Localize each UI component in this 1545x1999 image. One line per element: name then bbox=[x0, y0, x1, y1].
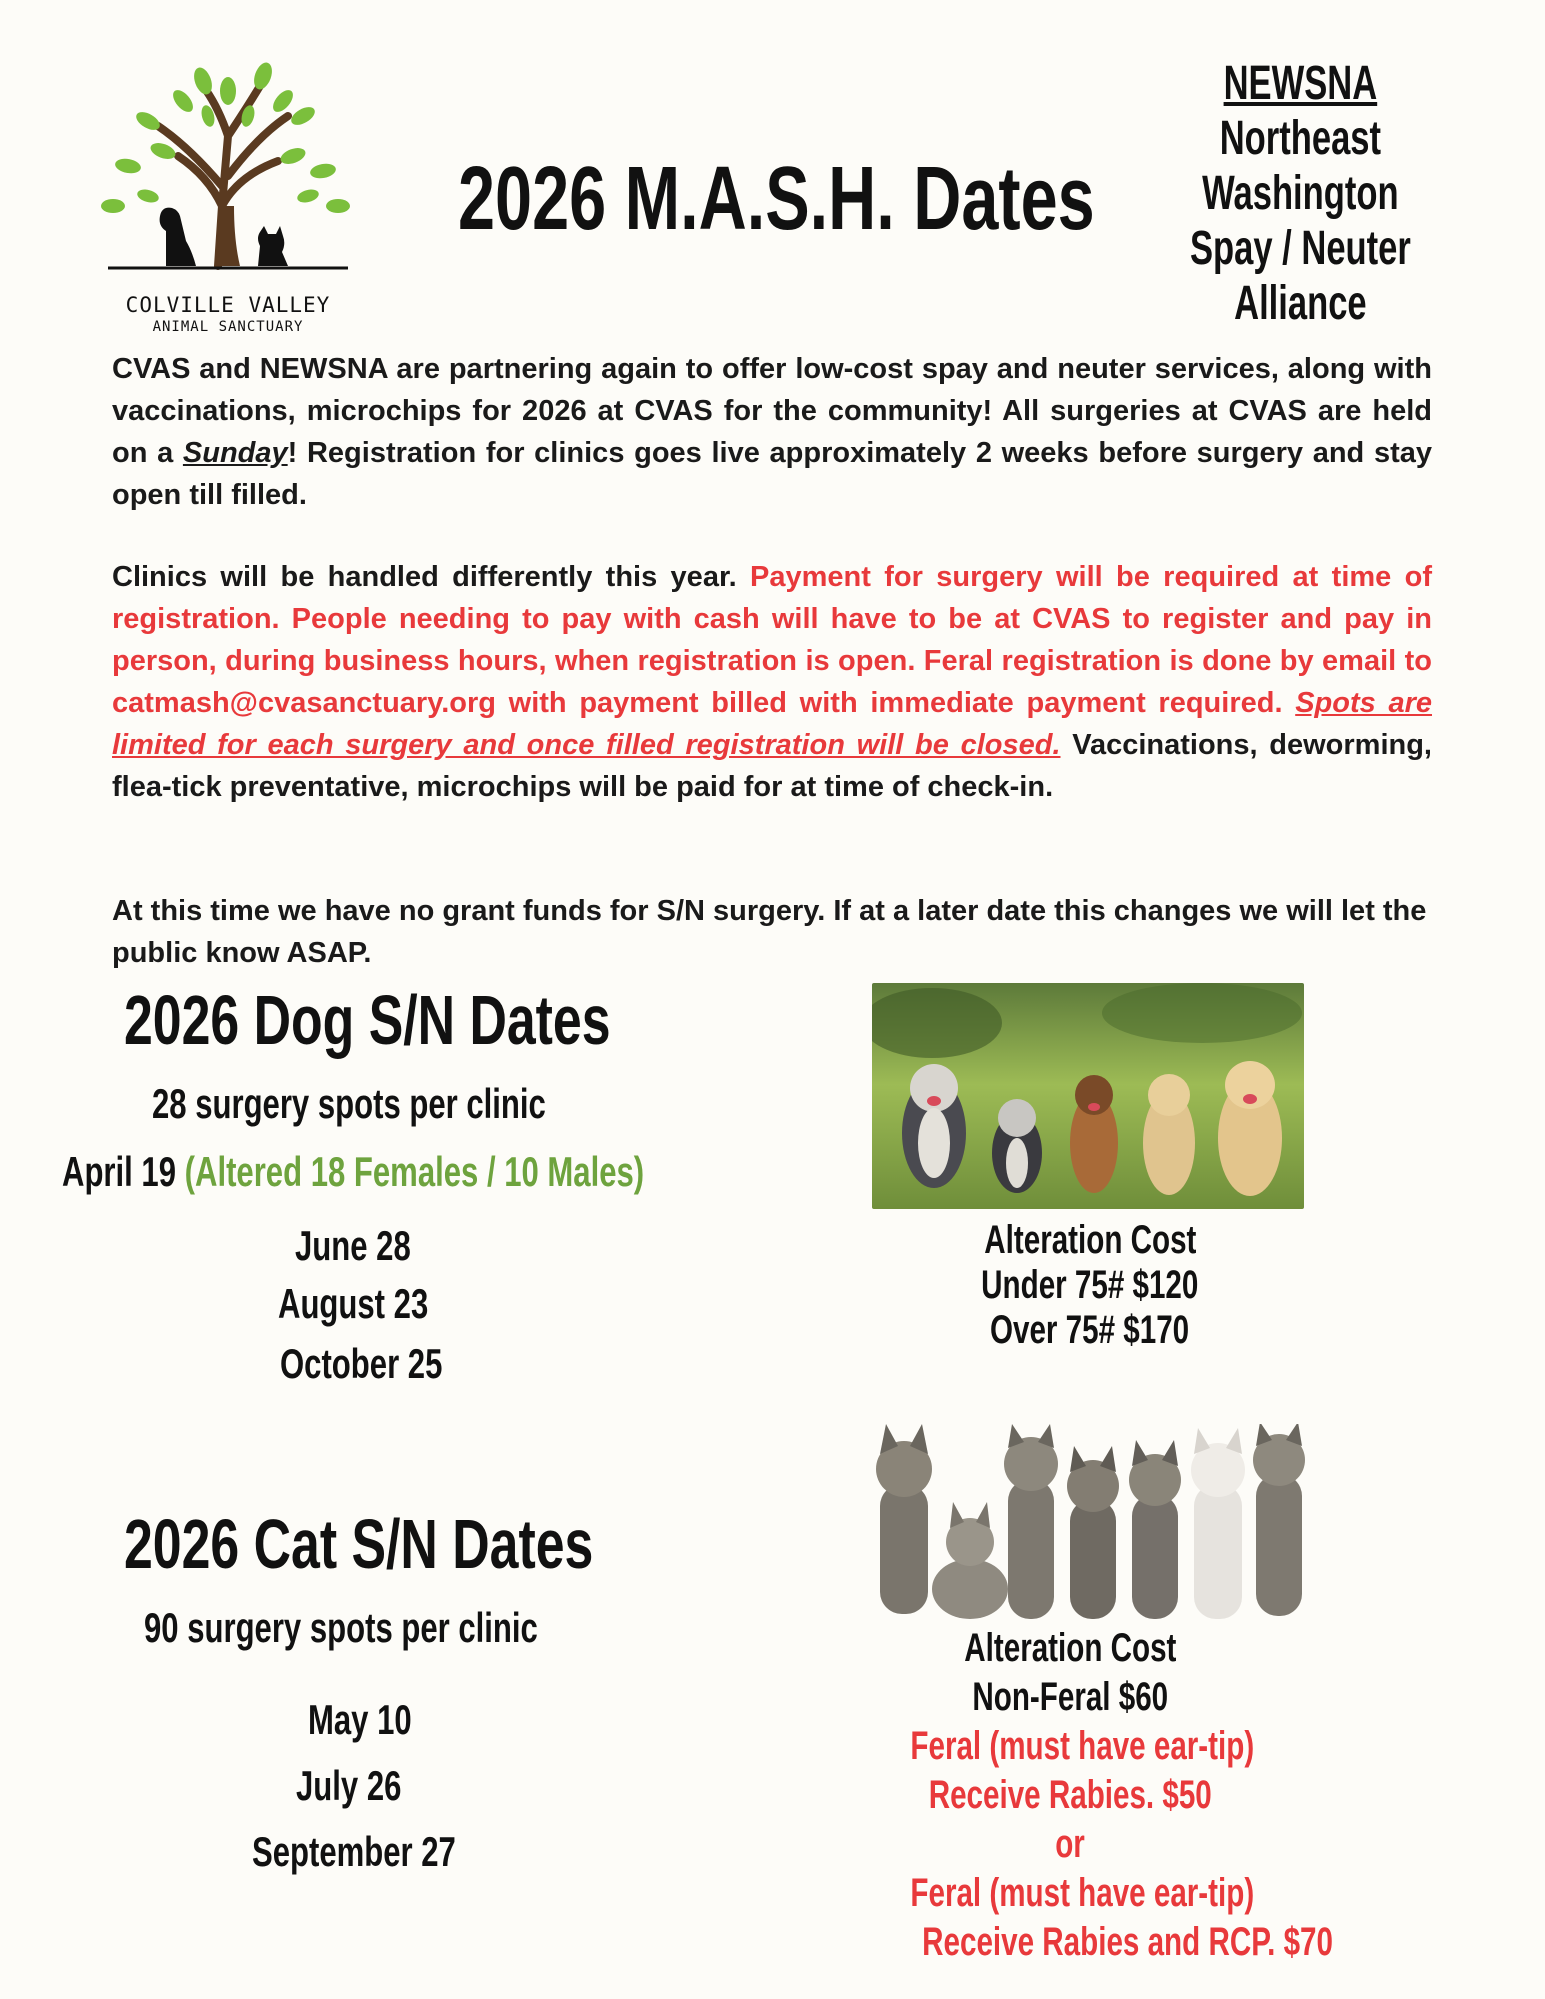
cat-cost-feral-line: Receive Rabies and RCP. $70 bbox=[922, 1920, 1333, 1964]
intro-paragraph-1: CVAS and NEWSNA are partnering again to offer low-cost spay and neuter services, along with vaccinations, microchips for 2026 at CVAS for the community! All surgeries at CVAS are held on a Sunday! Registration for clinics goes live approximately 2 weeks before surgery and stay open till filled. bbox=[112, 353, 1432, 511]
dog-first-note: (Altered 18 Females / 10 Males) bbox=[184, 1148, 645, 1195]
newsna-line: Spay / Neuter bbox=[1189, 222, 1411, 275]
newsna-line: Northeast bbox=[1219, 112, 1381, 165]
cat-cost-block bbox=[850, 1624, 1333, 1967]
cat-cost-feral-line: Feral (must have ear-tip) bbox=[910, 1724, 1255, 1768]
cat-spots: 90 surgery spots per clinic bbox=[144, 1604, 538, 1651]
dog-cost-line: Under 75# $120 bbox=[981, 1263, 1199, 1307]
newsna-acronym: NEWSNA bbox=[1223, 57, 1377, 110]
cat-date: July 26 bbox=[296, 1762, 402, 1809]
dog-spots: 28 surgery spots per clinic bbox=[152, 1080, 546, 1127]
cat-date: September 27 bbox=[252, 1828, 456, 1875]
cat-cost-nonferal: Non-Feral $60 bbox=[972, 1675, 1168, 1719]
dog-date: October 25 bbox=[280, 1340, 443, 1387]
logo bbox=[88, 56, 368, 336]
cat-cost-feral-line: Feral (must have ear-tip) bbox=[910, 1871, 1255, 1915]
logo-name-line2: ANIMAL SANCTUARY bbox=[152, 319, 304, 335]
dog-cost-title: Alteration Cost bbox=[983, 1218, 1197, 1262]
dog-first-date-row bbox=[62, 1148, 644, 1196]
dog-cost-block bbox=[880, 1218, 1300, 1353]
dog-heading: 2026 Dog S/N Dates bbox=[124, 981, 611, 1059]
intro-paragraph-3: At this time we have no grant funds for S/N surgery. If at a later date this changes we will let the public know ASAP. bbox=[112, 895, 1427, 969]
logo-name-line1: COLVILLE VALLEY bbox=[125, 293, 331, 317]
cat-date: May 10 bbox=[308, 1696, 412, 1743]
dog-cost-line: Over 75# $170 bbox=[990, 1308, 1190, 1352]
cat-heading: 2026 Cat S/N Dates bbox=[124, 1505, 594, 1583]
newsna-line: Alliance bbox=[1233, 277, 1367, 330]
dog-date: June 28 bbox=[295, 1222, 411, 1269]
cat-cost-or: or bbox=[1055, 1822, 1085, 1866]
five-dogs-photo bbox=[872, 983, 1304, 1209]
page-title: 2026 M.A.S.H. Dates bbox=[458, 149, 1095, 249]
seven-kittens-photo bbox=[860, 1424, 1316, 1630]
intro-paragraph-2: Clinics will be handled differently this year. Payment for surgery will be required at time of registration. People needing to pay with cash will have to be at CVAS to register and pay in person, during business hours, when registration is open. Feral registration is done by email to catmash@cvasanctuary.org with payment billed with immediate payment required. Spots are limited for each surgery and once filled registration will be closed. Vaccinations, deworming, flea-tick preventative, microchips will be paid for at time of check-in. bbox=[112, 561, 1432, 803]
dog-date: August 23 bbox=[278, 1280, 429, 1327]
cat-cost-feral-line: Receive Rabies. $50 bbox=[928, 1773, 1212, 1817]
sunday-emphasis: Sunday bbox=[182, 437, 288, 469]
newsna-line: Washington bbox=[1201, 167, 1399, 220]
cat-cost-title: Alteration Cost bbox=[963, 1626, 1177, 1670]
tree-with-dog-and-cat-icon bbox=[88, 56, 368, 276]
spots-limited-warning: Spots are limited for each surgery and once filled registration will be closed. bbox=[112, 687, 1432, 761]
dog-first-date: April 19 bbox=[62, 1148, 177, 1195]
newsna-block bbox=[1140, 56, 1460, 331]
